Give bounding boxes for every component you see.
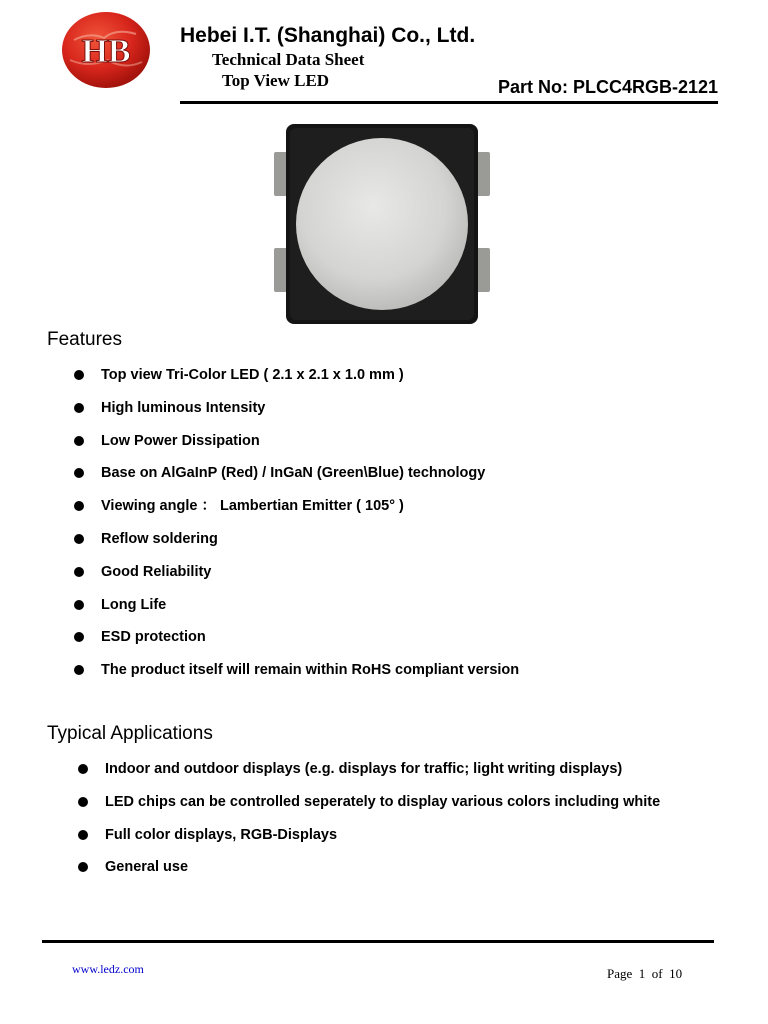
bullet-icon [74, 468, 84, 478]
header-divider [180, 101, 718, 104]
bullet-icon [74, 403, 84, 413]
bullet-icon [74, 436, 84, 446]
applications-heading: Typical Applications [47, 723, 213, 744]
bullet-icon [74, 370, 84, 380]
document-subtitle: Top View LED [222, 71, 330, 90]
logo-text: HB [81, 33, 131, 70]
bullet-icon [74, 632, 84, 642]
bullet-icon [74, 501, 84, 511]
led-product-image [272, 120, 492, 328]
page-label: Page [607, 966, 633, 981]
page-of: of [651, 966, 663, 981]
bullet-icon [78, 764, 88, 774]
document-title: Technical Data Sheet [212, 50, 365, 69]
bullet-icon [74, 534, 84, 544]
company-logo [60, 10, 152, 90]
company-name: Hebei I.T. (Shanghai) Co., Ltd. [180, 24, 476, 47]
footer-divider [42, 940, 714, 943]
bullet-icon [74, 567, 84, 577]
bullet-icon [78, 862, 88, 872]
part-number: Part No: PLCC4RGB-2121 [497, 77, 718, 97]
bullet-icon [74, 665, 84, 675]
page-total: 10 [669, 966, 683, 981]
bullet-icon [78, 830, 88, 840]
website-link[interactable]: www.ledz.com [72, 962, 144, 976]
page-current: 1 [638, 966, 646, 981]
bullet-icon [74, 600, 84, 610]
page-indicator [607, 966, 682, 982]
features-heading: Features [47, 329, 122, 350]
bullet-icon [78, 797, 88, 807]
